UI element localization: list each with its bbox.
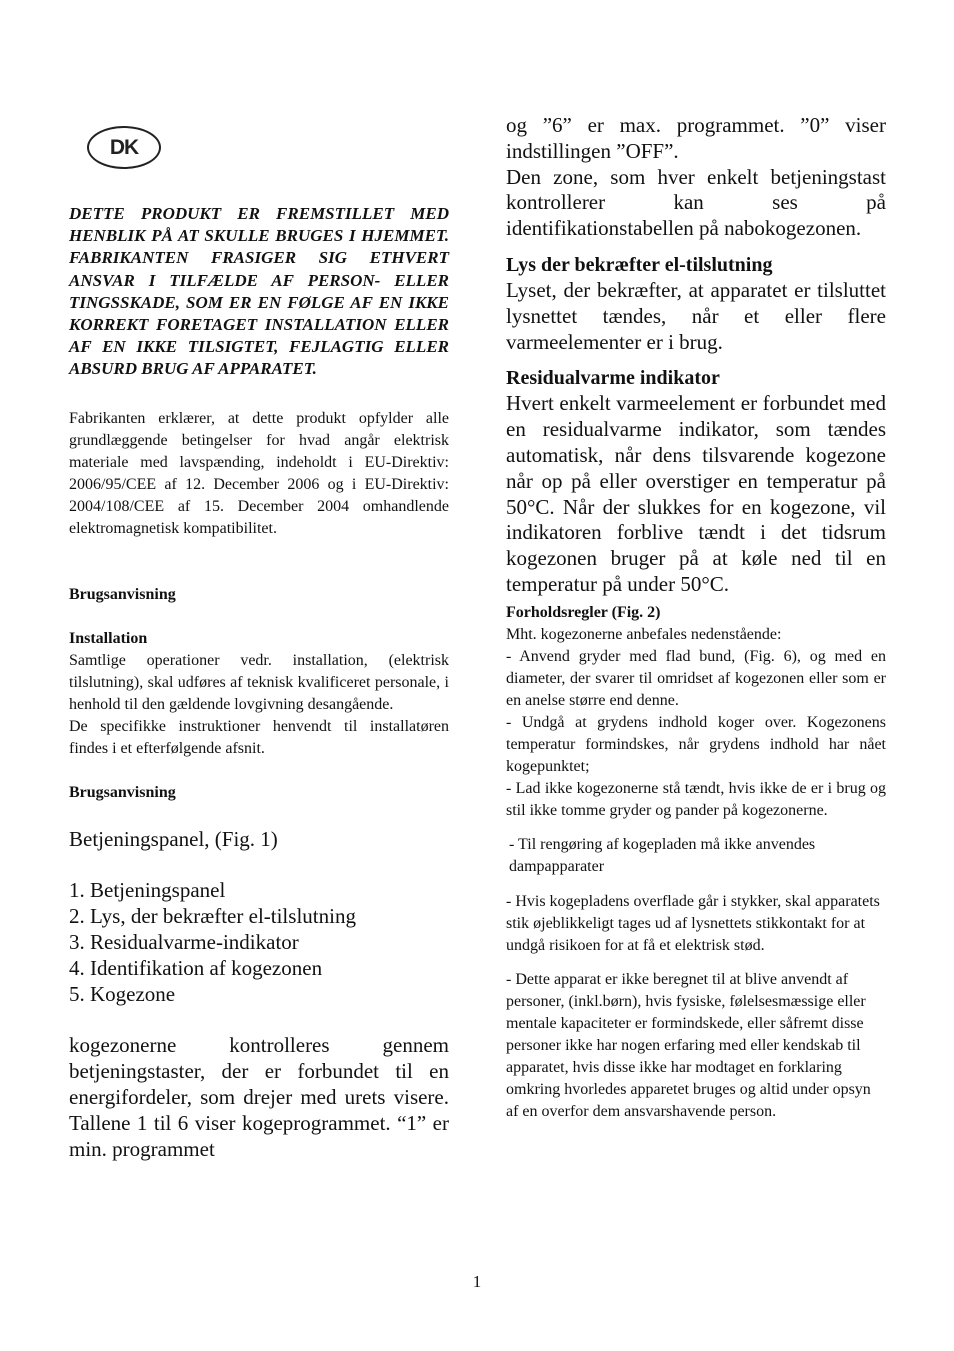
- panel-item: 1. Betjeningspanel: [69, 878, 226, 903]
- panel-item: 5. Kogezone: [69, 981, 176, 1006]
- continued-text: og ”6” er max. programmet. ”0” viser indstillingen ”OFF”.: [506, 113, 886, 163]
- precaution-item: - Anvend gryder med flad bund, (Fig. 6), og med en diameter, der svarer til omridset af kogezonen eller som er en anelse større end denne.: [506, 647, 886, 709]
- heading-precautions: Forholdsregler (Fig. 2): [506, 603, 661, 621]
- heading-installation: Installation: [69, 629, 148, 647]
- panel-item: 3. Residualvarme-indikator: [69, 930, 299, 955]
- liability-warning: DETTE PRODUKT ER FREMSTILLET MED HENBLIK PÅ AT SKULLE BRUGES I HJEMMET. FABRIKANTEN FRASIGER SIG ETHVERT ANSVAR I TILFÆLDE AF PERSON- ELLER TINGSSKADE, SOM ER EN FØLGE AF EN IKKE KORREKT FORETAGET INSTALLATION ELLER AF EN IKKE TILSIGTET, FEJLAGTIG ELLER ABSURD BRUG AF APPARATET.: [69, 204, 449, 379]
- panel-item: 2. Lys, der bekræfter el-tilslutning: [69, 904, 356, 929]
- zone-identification-text: Den zone, som hver enkelt betjeningstast kontrollerer kan ses på identifikationstabellen på nabokogezonen.: [506, 164, 886, 241]
- heading-brugsanvisning-1: Brugsanvisning: [69, 585, 176, 603]
- page-number: 1: [472, 1272, 482, 1291]
- panel-items-list: [69, 878, 449, 1007]
- zones-control-text: kogezonerne kontrolleres gennem betjeningstaster, der er forbundet til en energifordeler, som drejer med urets visere. Tallene 1 til 6 viser kogeprogrammet. “1” er min. programmet: [69, 1033, 449, 1161]
- precaution-item: - Dette apparat er ikke beregnet til at blive anvendt af personer, (inkl.børn), hvis fysiske, følelsesmæssige eller mentale kapaciteter er formindskede, eller såfremt disse personer ikke har nogen erfaring med eller kendskab til apparatet, hvis disse ikke har modtaget en forklaring omkring hvorledes apparetet bruges og altid under opsyn af en overfor dem ansvarshavende person.: [506, 970, 871, 1120]
- heading-brugsanvisning-2: Brugsanvisning: [69, 783, 176, 801]
- precautions-intro: Mht. kogezonerne anbefales nedenstående:: [506, 625, 782, 643]
- residual-heat-text: Hvert enkelt varmeelement er forbundet med en residualvarme indikator, som tændes automatisk, når dens tilsvarende kogezone når op på eller overstiger en temperatur på 50°C. Når der slukkes for en kogezone, vil indikatoren forblive tændt i det tidsrum kogezonen bruger på at køle ned til en temperatur på under 50°C.: [506, 391, 886, 596]
- precaution-item: - Til rengøring af kogepladen må ikke anvendes dampapparater: [509, 835, 816, 875]
- country-badge-dk: DK: [87, 126, 161, 169]
- left-column: [69, 203, 449, 1162]
- precaution-item: - Lad ikke kogezonerne stå tændt, hvis ikke de er i brug og stil ikke tomme gryder og pander på kogezonerne.: [506, 779, 886, 819]
- heading-power-light: Lys der bekræfter el-tilslutning: [506, 253, 773, 276]
- panel-title: Betjeningspanel, (Fig. 1): [69, 826, 278, 851]
- heading-residual-heat: Residualvarme indikator: [506, 367, 720, 390]
- right-column: [506, 113, 886, 1123]
- power-light-text: Lyset, der bekræfter, at apparatet er tilsluttet lysnettet tændes, når et eller flere varmeelementer er i brug.: [506, 277, 886, 354]
- precaution-item: - Hvis kogepladens overflade går i stykker, skal apparatets stik øjeblikkeligt tages ud af lysnettets stikkontakt for at undgå risikoen for at få et elektrisk stød.: [506, 892, 880, 954]
- compliance-declaration: Fabrikanten erklærer, at dette produkt opfylder alle grundlæggende betingelser for hvad angår elektrisk materiale med lavspænding, indeholdt i EU-Direktiv: 2006/95/CEE af 12. December 2006 og i EU-Direktiv: 2004/108/CEE af 15. December 2004 omhandlende elektromagnetisk kompatibilitet.: [69, 409, 449, 537]
- installation-text: Samtlige operationer vedr. installation, (elektrisk tilslutning), skal udføres af teknisk kvalificeret personale, i henhold til den gældende lovgivning desangående.: [69, 651, 449, 713]
- panel-item: 4. Identifikation af kogezonen: [69, 955, 323, 980]
- precaution-item: - Undgå at grydens indhold koger over. Kogezonens temperatur formindskes, når grydens indhold har nået kogepunktet;: [506, 713, 886, 775]
- installation-text-2: De specifikke instruktioner henvendt til installatøren findes i et efterfølgende afsnit.: [69, 717, 449, 757]
